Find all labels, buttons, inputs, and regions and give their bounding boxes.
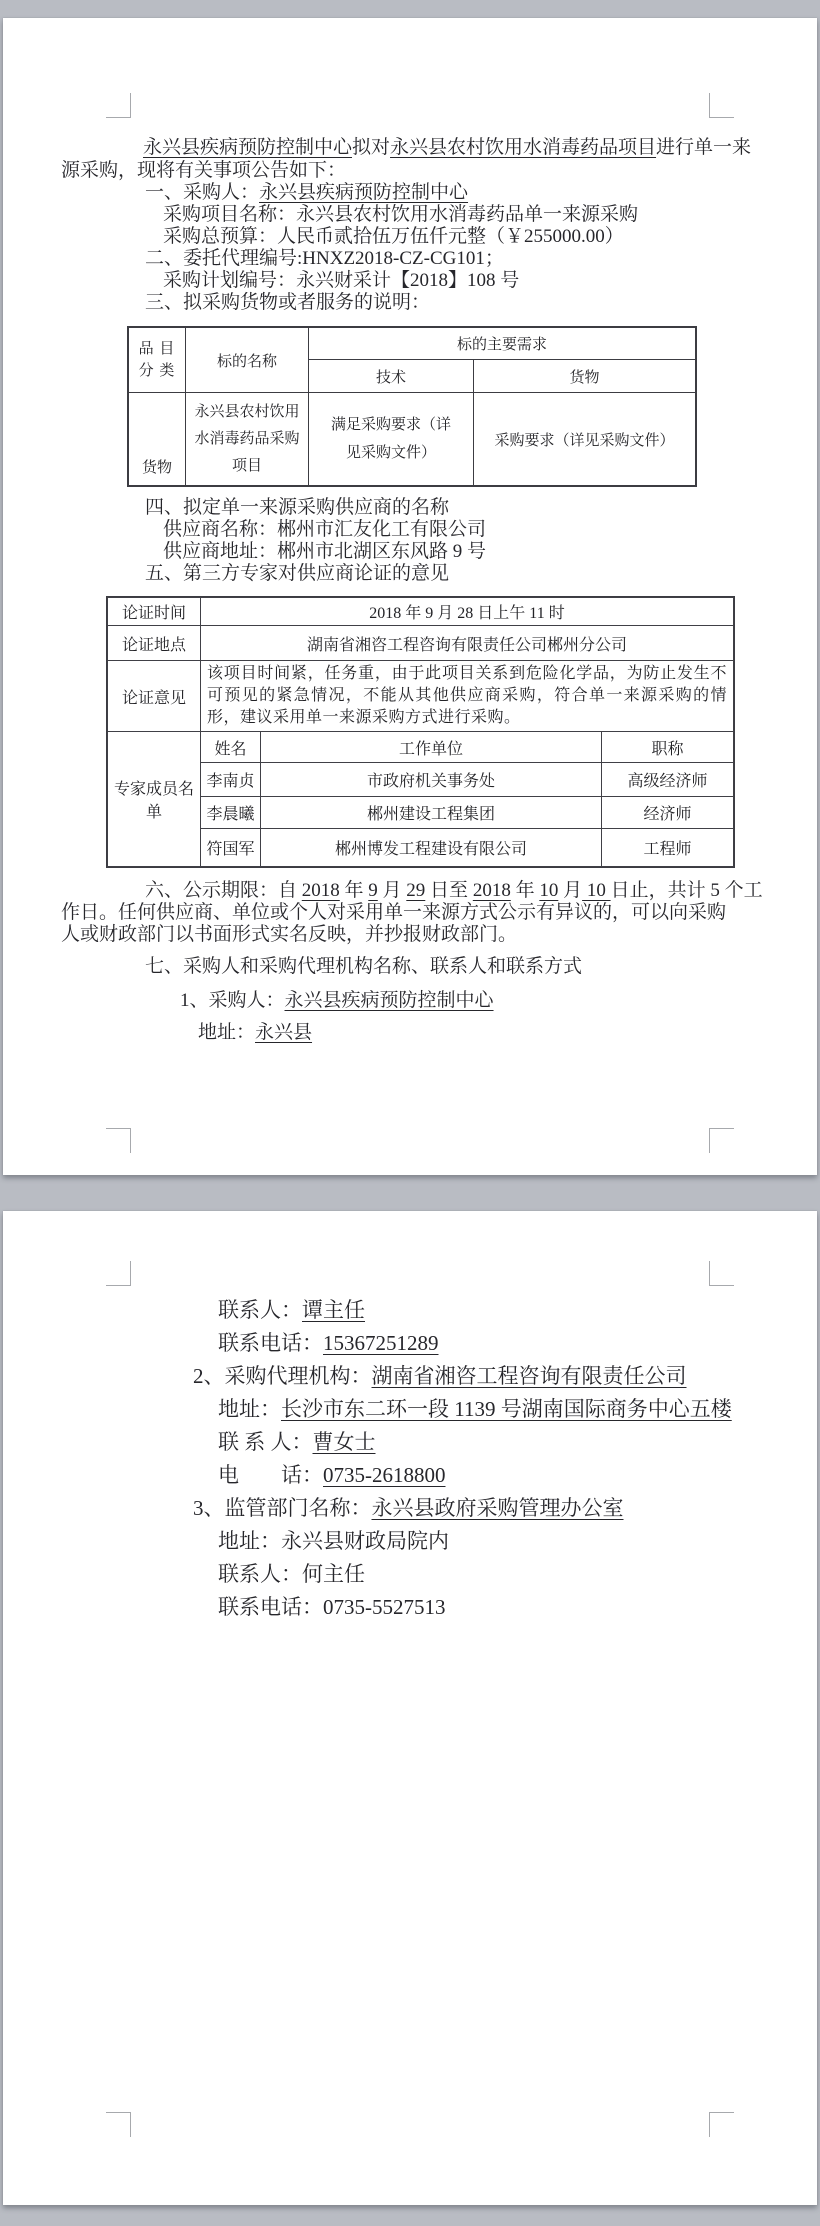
table-header-cell: 职称 <box>602 732 734 763</box>
table-header-cell: 技术 <box>309 360 474 393</box>
agency-line: 2、采购代理机构：湖南省湘咨工程咨询有限责任公司 <box>193 1364 687 1388</box>
table-header-cell: 论证地点 <box>108 626 201 661</box>
intro-line-1: 永兴县疾病预防控制中心拟对永兴县农村饮用水消毒药品项目进行单一来 <box>143 137 752 158</box>
table-cell: 该项目时间紧，任务重，由于此项目关系到危险化学品，为防止发生不可预见的紧急情况，不能从其他供应商采购，符合单一来源采购的情形，建议采用单一来源采购方式进行采购。 <box>201 661 734 732</box>
category-header-line1: 品 目 <box>138 341 176 357</box>
text-boundary-mark <box>106 93 131 118</box>
text-boundary-mark <box>106 2112 131 2137</box>
supplier-section-heading: 四、拟定单一来源采购供应商的名称 <box>145 497 450 518</box>
table-header-cell: 姓名 <box>201 732 261 763</box>
table-cell: 李晨曦 <box>201 797 261 829</box>
agency-code-line: 二、委托代理编号:HNXZ2018-CZ-CG101； <box>145 248 504 269</box>
table-header-cell: 标的名称 <box>186 328 309 393</box>
expert-opinion-heading: 五、第三方专家对供应商论证的意见 <box>145 563 450 584</box>
table-row <box>108 797 734 829</box>
page-2 <box>3 1211 817 2205</box>
text-boundary-mark <box>106 1261 131 1286</box>
plan-number-line: 采购计划编号：永兴财采计【2018】108 号 <box>163 270 520 291</box>
buyer-address-line: 地址：永兴县 <box>198 1022 313 1043</box>
category-header-line2: 分 类 <box>138 363 176 379</box>
agency-phone-line: 电 话：0735-2618800 <box>218 1463 446 1487</box>
table-cell: 郴州博发工程建设有限公司 <box>261 829 602 867</box>
table-header-cell: 标的主要需求 <box>309 328 696 360</box>
table-header-cell: 论证意见 <box>108 661 201 732</box>
table-cell: 2018 年 9 月 28 日上午 11 时 <box>201 598 734 626</box>
table-cell: 市政府机关事务处 <box>261 763 602 797</box>
table-header-cell: 工作单位 <box>261 732 602 763</box>
buyer-line: 1、采购人：永兴县疾病预防控制中心 <box>180 990 494 1011</box>
publicity-period-line-3: 人或财政部门以书面形式实名反映，并抄报财政部门。 <box>61 924 518 945</box>
table-header-cell: 货物 <box>474 360 696 393</box>
text-boundary-mark <box>709 2112 734 2137</box>
publicity-period-line-1: 六、公示期限：自 2018 年 9 月 29 日至 2018 年 10 月 10 日止，共计 5 个工 <box>145 880 763 901</box>
table-cell: 满足采购要求（详见采购文件） <box>309 393 474 486</box>
contact-person-line: 联系人：谭主任 <box>218 1298 365 1322</box>
table-cell: 经济师 <box>602 797 734 829</box>
project-name-line: 采购项目名称：永兴县农村饮用水消毒药品单一来源采购 <box>163 204 639 225</box>
text-boundary-mark <box>709 1261 734 1286</box>
goods-table <box>128 327 696 486</box>
expert-review-table <box>107 597 734 867</box>
text-boundary-mark <box>709 93 734 118</box>
table-cell: 货物 <box>129 393 186 486</box>
publicity-period-line-2: 作日。任何供应商、单位或个人对采用单一来源方式公示有异议的，可以向采购 <box>61 902 727 923</box>
table-header-cell: 论证时间 <box>108 598 201 626</box>
regulator-phone-line: 联系电话：0735-5527513 <box>218 1595 446 1619</box>
table-cell: 采购要求（详见采购文件） <box>474 393 696 486</box>
regulator-line: 3、监管部门名称：永兴县政府采购管理办公室 <box>193 1496 624 1520</box>
table-cell: 符国军 <box>201 829 261 867</box>
table-cell: 高级经济师 <box>602 763 734 797</box>
purchaser-line: 一、采购人：永兴县疾病预防控制中心 <box>145 182 469 203</box>
agency-address-line: 地址：长沙市东二环一段 1139 号湖南国际商务中心五楼 <box>218 1397 732 1421</box>
table-header-cell: 专家成员名单 <box>108 732 201 867</box>
agency-contact-line: 联 系 人：曹女士 <box>218 1430 376 1454</box>
page-1 <box>3 18 817 1175</box>
contact-phone-line: 联系电话：15367251289 <box>218 1331 439 1355</box>
regulator-contact-line: 联系人：何主任 <box>218 1562 365 1586</box>
supplier-address-line: 供应商地址：郴州市北湖区东风路 9 号 <box>163 541 487 562</box>
table-cell: 湖南省湘咨工程咨询有限责任公司郴州分公司 <box>201 626 734 661</box>
budget-line: 采购总预算：人民币贰拾伍万伍仟元整（￥255000.00） <box>163 226 624 247</box>
intro-line-2: 源采购，现将有关事项公告如下： <box>61 160 347 181</box>
table-header-cell <box>129 328 186 393</box>
contacts-heading: 七、采购人和采购代理机构名称、联系人和联系方式 <box>145 956 583 977</box>
supplier-name-line: 供应商名称：郴州市汇友化工有限公司 <box>163 519 487 540</box>
table-cell: 郴州建设工程集团 <box>261 797 602 829</box>
goods-description-heading: 三、拟采购货物或者服务的说明： <box>145 292 431 313</box>
table-cell: 工程师 <box>602 829 734 867</box>
table-cell: 李南贞 <box>201 763 261 797</box>
text-boundary-mark <box>709 1128 734 1153</box>
table-row <box>108 829 734 867</box>
table-row <box>108 763 734 797</box>
table-cell: 永兴县农村饮用水消毒药品采购项目 <box>186 393 309 486</box>
regulator-address-line: 地址：永兴县财政局院内 <box>218 1529 449 1553</box>
text-boundary-mark <box>106 1128 131 1153</box>
